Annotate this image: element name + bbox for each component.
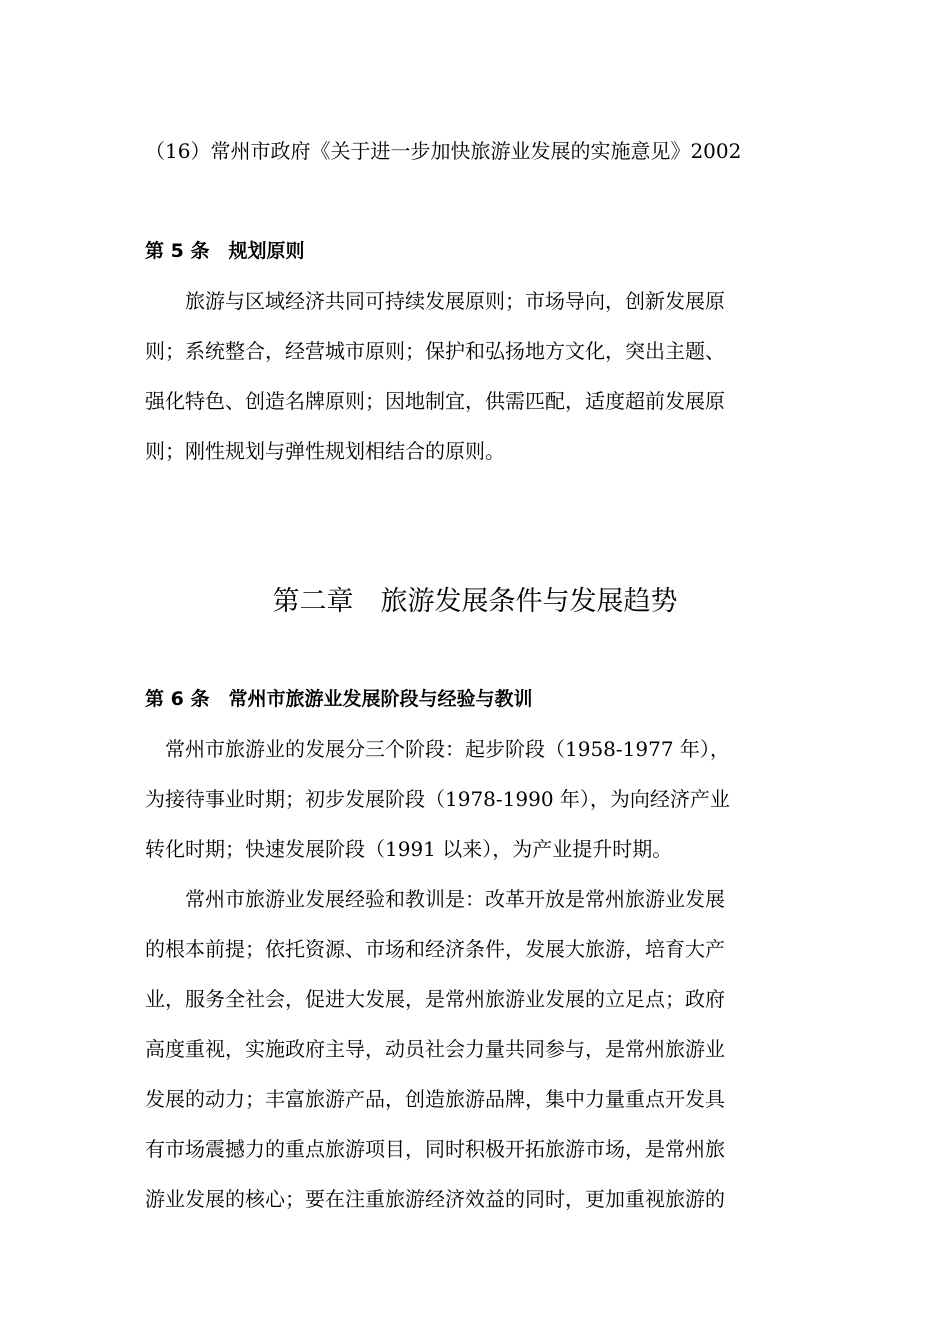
article-6-para2-line: 业，服务全社会，促进大发展，是常州旅游业发展的立足点；政府 — [145, 987, 725, 1011]
article-6-para1-line: 常州市旅游业的发展分三个阶段：起步阶段（1958-1977 年）， — [145, 737, 730, 761]
article-6-para2-line: 发展的动力；丰富旅游产品，创造旅游品牌，集中力量重点开发具 — [145, 1087, 725, 1111]
article-6-para2-line: 常州市旅游业发展经验和教训是：改革开放是常州旅游业发展 — [145, 887, 725, 911]
article-6-para2-line: 游业发展的核心；要在注重旅游经济效益的同时，更加重视旅游的 — [145, 1187, 725, 1211]
article-6-heading: 第 6 条 常州市旅游业发展阶段与经验与教训 — [145, 688, 533, 710]
article-6-para1-line: 为接待事业时期；初步发展阶段（1978-1990 年），为向经济产业 — [145, 787, 730, 811]
article-5-line: 旅游与区域经济共同可持续发展原则；市场导向，创新发展原 — [145, 289, 725, 313]
article-5-line: 则；刚性规划与弹性规划相结合的原则。 — [145, 439, 505, 463]
article-5-line: 强化特色、创造名牌原则；因地制宜，供需匹配，适度超前发展原 — [145, 389, 725, 413]
reference-item-16: （16）常州市政府《关于进一步加快旅游业发展的实施意见》2002 — [145, 139, 742, 163]
article-5-heading: 第 5 条 规划原则 — [145, 240, 305, 262]
article-6-para2-line: 高度重视，实施政府主导，动员社会力量共同参与，是常州旅游业 — [145, 1037, 725, 1061]
article-6-para2-line: 的根本前提；依托资源、市场和经济条件，发展大旅游，培育大产 — [145, 937, 725, 961]
article-6-para2-line: 有市场震撼力的重点旅游项目，同时积极开拓旅游市场，是常州旅 — [145, 1137, 725, 1161]
chapter-2-title: 第二章 旅游发展条件与发展趋势 — [272, 586, 678, 617]
article-5-line: 则；系统整合，经营城市原则；保护和弘扬地方文化，突出主题、 — [145, 339, 725, 363]
article-6-para1-line: 转化时期；快速发展阶段（1991 以来），为产业提升时期。 — [145, 837, 673, 861]
